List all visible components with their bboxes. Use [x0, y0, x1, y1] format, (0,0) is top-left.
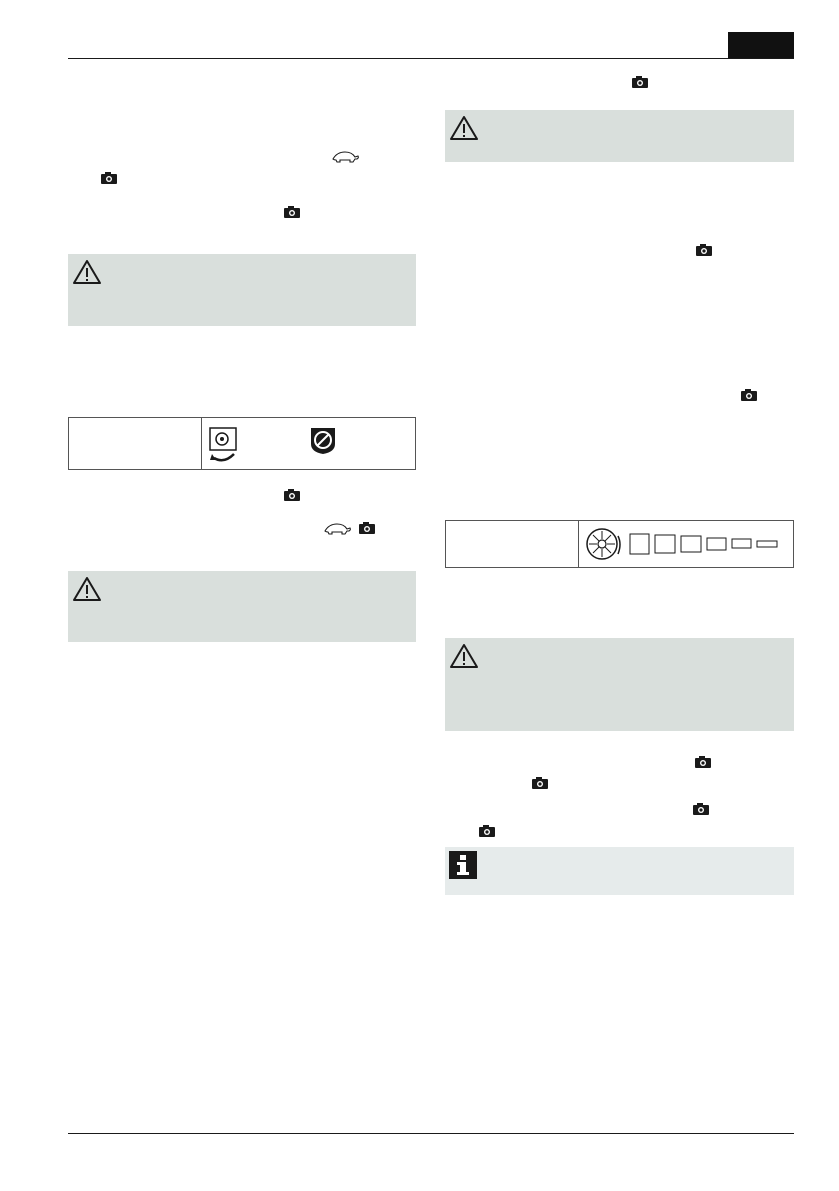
language-tab [728, 32, 794, 58]
camera-icon [479, 825, 495, 837]
camera-icon [284, 489, 300, 501]
warning-triangle-icon [72, 258, 102, 286]
warning-box [445, 110, 794, 162]
camera-icon [284, 206, 300, 218]
warning-box [68, 254, 416, 326]
camera-icon [695, 756, 711, 768]
symbol-table [68, 417, 416, 470]
camera-icon [696, 244, 712, 256]
camera-icon [532, 777, 548, 789]
info-icon [449, 851, 477, 879]
gear-rotate-icon [208, 426, 240, 462]
grinding-wheel-icon [584, 526, 784, 562]
wheel-size-table [445, 520, 794, 568]
warning-triangle-icon [449, 114, 479, 142]
warning-box [68, 571, 416, 642]
camera-icon [693, 803, 709, 815]
footer-rule [68, 1133, 794, 1134]
info-box [445, 847, 794, 895]
camera-icon [632, 76, 648, 88]
camera-icon [359, 522, 375, 534]
camera-icon [741, 389, 757, 401]
table-divider [201, 418, 202, 469]
header-rule [68, 58, 794, 59]
warning-triangle-icon [72, 575, 102, 603]
warning-triangle-icon [449, 642, 479, 670]
gear-badge-icon [307, 424, 339, 456]
turtle-speed-icon [330, 150, 360, 164]
warning-box [445, 638, 794, 731]
camera-icon [101, 172, 117, 184]
table-divider [578, 521, 579, 567]
turtle-speed-icon [322, 522, 352, 536]
